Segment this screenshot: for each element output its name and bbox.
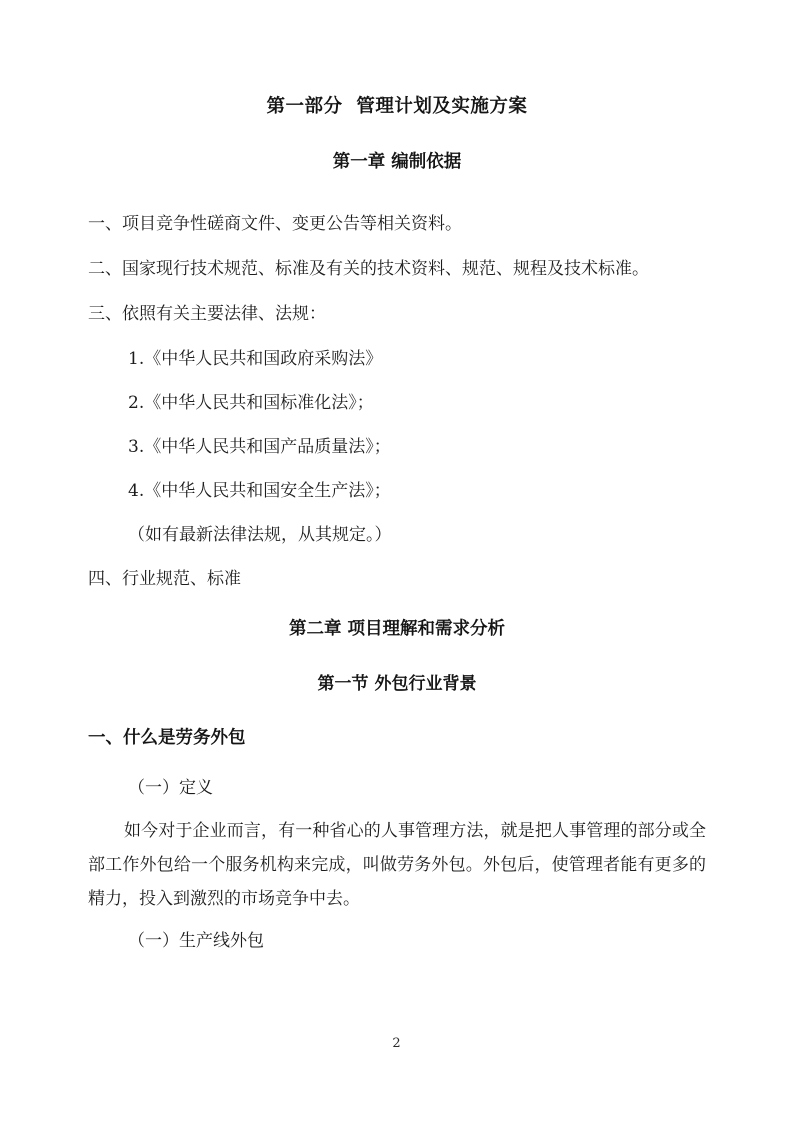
list-item: 一、项目竞争性磋商文件、变更公告等相关资料。 — [88, 214, 462, 235]
spacer — [88, 694, 706, 728]
definition-body: 如今对于企业而言，有一种省心的人事管理方法，就是把人事管理的部分或全部工作外包给一个服务机构来完成，叫做劳务外包。外包后，使管理者能有更多的精力，投入到激烈的市场竞争中去。 — [88, 820, 706, 909]
spacer — [88, 640, 706, 674]
spacer — [88, 591, 706, 619]
list-item: 1.《中华人民共和国政府采购法》 — [128, 349, 383, 369]
production-line-label: （一）生产线外包 — [128, 930, 264, 951]
list-item: 三、依照有关主要法律、法规： — [88, 304, 326, 325]
section-one-heading: 第一节 外包行业背景 — [317, 673, 477, 694]
spacer — [88, 800, 706, 814]
spacer — [88, 916, 706, 930]
subheading-what-is-labor-outsourcing: 一、什么是劳务外包 — [88, 728, 246, 749]
page-content — [88, 0, 706, 953]
chapter-two-heading: 第二章 项目理解和需求分析 — [288, 618, 506, 639]
list-item: 4.《中华人民共和国安全生产法》； — [128, 480, 391, 501]
basis-list — [88, 213, 706, 326]
law-note: （如有最新法律法规，从其规定。） — [128, 524, 392, 545]
list-item: 四、行业规范、标准 — [88, 568, 241, 589]
spacer — [88, 749, 706, 777]
list-item: 二、国家现行技术规范、标准及有关的技术资料、规范、规程及技术标准。 — [88, 259, 649, 280]
spacer — [88, 173, 706, 213]
law-list — [88, 348, 706, 547]
page-number: 2 — [392, 1036, 401, 1051]
list-item: 3.《中华人民共和国产品质量法》； — [128, 436, 391, 457]
list-item: 2.《中华人民共和国标准化法》； — [128, 392, 374, 413]
page-title: 第一部分 管理计划及实施方案 — [266, 96, 528, 117]
definition-label: （一）定义 — [128, 778, 213, 799]
spacer — [88, 118, 706, 152]
chapter-one-heading: 第一章 编制依据 — [332, 152, 462, 173]
